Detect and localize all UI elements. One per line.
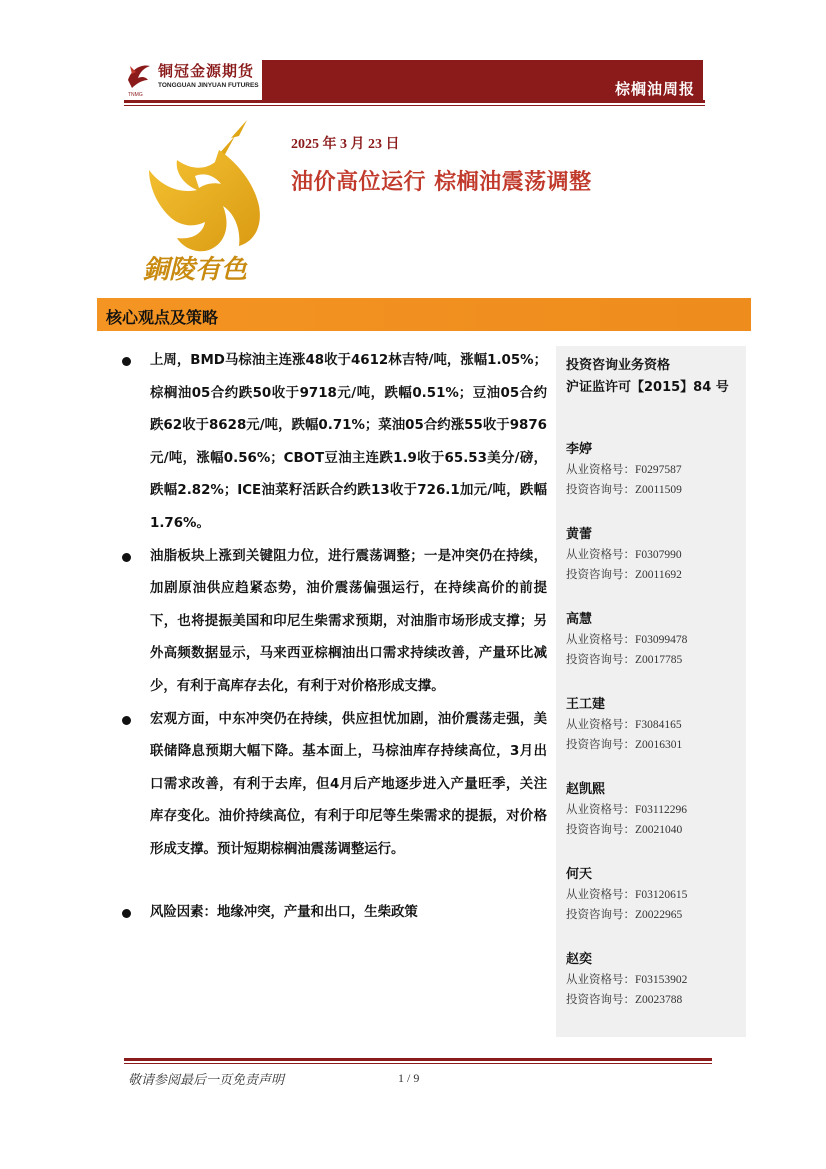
risk-paragraph — [122, 897, 547, 930]
header-bar — [262, 60, 703, 101]
analyst-consult-no: 投资咨询号：Z0016301 — [566, 739, 683, 751]
analyst-practice-no: 从业资格号：F3084165 — [566, 719, 682, 731]
section-header — [97, 298, 751, 331]
analyst-name: 高慧 — [566, 612, 593, 627]
view-paragraph — [122, 704, 547, 867]
bullet-icon — [122, 357, 131, 366]
header-rule-thin — [124, 105, 705, 106]
page-number: 1 / 9 — [398, 1071, 420, 1085]
analyst-name: 赵凯熙 — [566, 782, 606, 797]
analyst-item — [566, 780, 741, 865]
company-name-cn: 铜冠金源期货 — [158, 62, 255, 80]
analyst-name: 何天 — [566, 867, 593, 882]
disclaimer-note: 敬请参阅最后一页免责声明 — [128, 1073, 285, 1088]
analyst-consult-no: 投资咨询号：Z0022965 — [566, 909, 683, 921]
analyst-name: 黄蕾 — [566, 527, 593, 542]
view-text: 上周，BMD马棕油主连涨48收于4612林吉特/吨，涨幅1.05%；棕榈油05合约跌50收于9718元/吨，跌幅0.51%；豆油05合约跌62收于8628元/吨，跌幅0.71%；菜油05合约涨55收于9876元/吨，涨幅0.56%；CBOT豆油主连跌1.9收于65.53美分/磅，跌幅2.82%；ICE油菜籽活跃合约跌13收于726.1加元/吨，跌幅1.76%。 — [150, 353, 547, 531]
svg-text:銅陵有色: 銅陵有色 — [143, 255, 248, 285]
view-text: 油脂板块上涨到关键阻力位，进行震荡调整；一是冲突仍在持续，加剧原油供应趋紧态势，油价震荡偏强运行，在持续高价的前提下，也将提振美国和印尼生柴需求预期，对油脂市场形成支撑；另外高频数据显示，马来西亚棕榈油出口需求持续改善，产量环比减少，有利于高库存去化，有利于对价格形成支撑。 — [150, 548, 547, 694]
core-views — [122, 345, 547, 929]
company-abbr: TNMG — [128, 92, 143, 98]
company-logo — [124, 58, 264, 98]
analyst-item — [566, 865, 741, 950]
analyst-item — [566, 440, 741, 525]
analyst-name: 王工建 — [566, 697, 606, 712]
risk-text: 风险因素：地缘冲突，产量和出口，生柴政策 — [150, 904, 418, 920]
qualification-license: 沪证监许可【2015】84 号 — [566, 380, 729, 395]
analyst-item — [566, 950, 741, 1035]
report-headline: 油价高位运行 棕榈油震荡调整 — [291, 170, 592, 195]
view-text: 宏观方面，中东冲突仍在持续，供应担忧加剧，油价震荡走强，美联储降息预期大幅下降。基本面上，马棕油库存持续高位，3月出口需求改善，有利于去库，但4月后产地逐步进入产量旺季，关注库存变化。油价持续高位，有利于印尼等生柴需求的提振，对价格形成支撑。预计短期棕榈油震荡调整运行。 — [150, 711, 547, 857]
view-paragraph — [122, 541, 547, 704]
analyst-name: 李婷 — [566, 442, 593, 457]
analyst-item — [566, 695, 741, 780]
emblem-icon — [135, 118, 270, 293]
bullet-icon — [122, 909, 131, 918]
analyst-list — [566, 440, 741, 1035]
analyst-practice-no: 从业资格号：F0297587 — [566, 464, 682, 476]
analyst-practice-no: 从业资格号：F0307990 — [566, 549, 682, 561]
analyst-practice-no: 从业资格号：F03099478 — [566, 634, 688, 646]
analyst-consult-no: 投资咨询号：Z0023788 — [566, 994, 683, 1006]
header-rule — [124, 100, 705, 103]
analyst-item — [566, 610, 741, 695]
analyst-name: 赵奕 — [566, 952, 593, 967]
section-title: 核心观点及策略 — [106, 308, 219, 327]
analyst-practice-no: 从业资格号：F03112296 — [566, 804, 687, 816]
analyst-consult-no: 投资咨询号：Z0017785 — [566, 654, 683, 666]
analyst-consult-no: 投资咨询号：Z0011692 — [566, 569, 682, 581]
analyst-consult-no: 投资咨询号：Z0011509 — [566, 484, 682, 496]
report-type: 棕榈油周报 — [614, 80, 695, 98]
analyst-practice-no: 从业资格号：F03153902 — [566, 974, 688, 986]
bullet-icon — [122, 553, 131, 562]
company-name-en: TONGGUAN JINYUAN FUTURES — [158, 82, 259, 89]
footer-rule-thin — [124, 1063, 712, 1064]
footer-rule — [124, 1058, 712, 1061]
analyst-sidebar — [556, 346, 746, 1037]
analyst-practice-no: 从业资格号：F03120615 — [566, 889, 688, 901]
qualification-title: 投资咨询业务资格 — [566, 358, 671, 373]
report-date: 2025 年 3 月 23 日 — [291, 137, 400, 152]
bullet-icon — [122, 716, 131, 725]
analyst-consult-no: 投资咨询号：Z0021040 — [566, 824, 683, 836]
view-paragraph — [122, 345, 547, 541]
analyst-item — [566, 525, 741, 610]
logo-mark-icon — [124, 58, 154, 92]
